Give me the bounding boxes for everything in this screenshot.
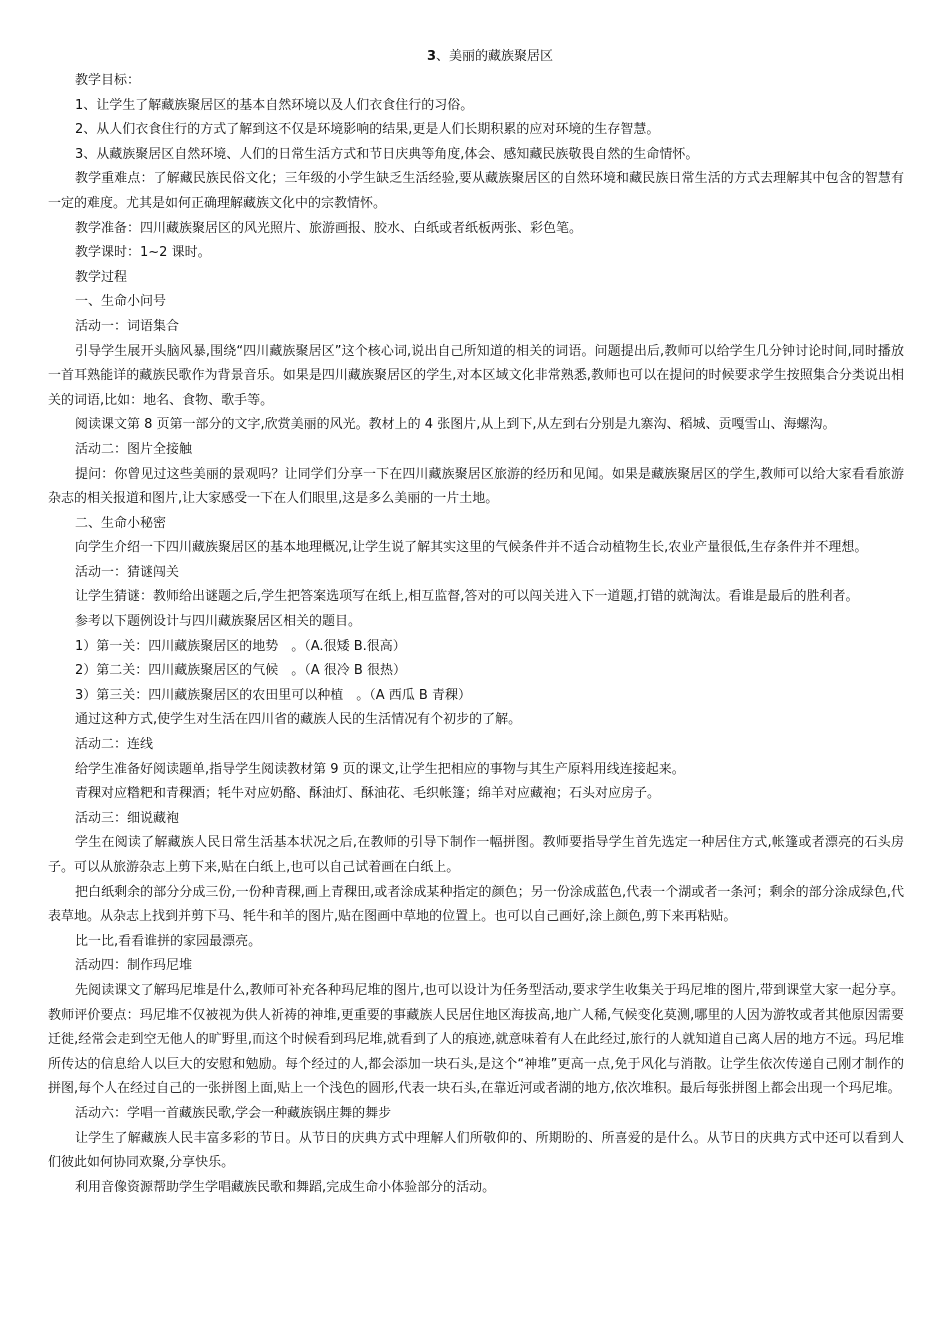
paragraph: 给学生准备好阅读题单,指导学生阅读教材第 9 页的课文,让学生把相应的事物与其生产原料用线连接起来。	[75, 761, 685, 777]
paragraph: 提问：你曾见过这些美丽的景观吗？让同学们分享一下在四川藏族聚居区旅游的经历和见闻。如果是藏族聚居区的学生,教师可以给大家看看旅游杂志的相关报道和图片,让大家感受一下在人们眼里,这是多么美丽的一片土地。	[48, 466, 904, 507]
document-body	[48, 69, 904, 1200]
paragraph: 活动三：细说藏袍	[75, 810, 180, 826]
paragraph: 先阅读课文了解玛尼堆是什么,教师可补充各种玛尼堆的图片,也可以设计为任务型活动,要求学生收集关于玛尼堆的图片,带到课堂大家一起分享。教师评价要点：玛尼堆不仅被视为供人祈祷的神堆,更重要的事藏族人民居住地区海拔高,地广人稀,气候变化莫测,哪里的人因为游牧或者其他原因需要迁徙,经常会走到空无他人的旷野里,而这个时候看到玛尼堆,就看到了人的痕迹,就意味着有人在此经过,旅行的人就知道自己离人居的地方不远。玛尼堆所传达的信息给人以巨大的安慰和勉励。每个经过的人,都会添加一块石头,是这个“神堆”更高一点,免于风化与消散。让学生依次传递自己刚才制作的拼图,每个人在经过自己的一张拼图上面,贴上一个浅色的圆形,代表一块石头,在靠近河或者湖的地方,依次堆积。最后每张拼图上都会出现一个玛尼堆。	[48, 982, 904, 1097]
document-page	[48, 44, 904, 1200]
paragraph: 一、生命小问号	[75, 294, 167, 310]
paragraph: 教学准备：四川藏族聚居区的风光照片、旅游画报、胶水、白纸或者纸板两张、彩色笔。	[75, 220, 583, 236]
document-title	[48, 44, 904, 69]
paragraph: 活动二：图片全接触	[75, 441, 193, 457]
paragraph: 利用音像资源帮助学生学唱藏族民歌和舞蹈,完成生命小体验部分的活动。	[75, 1179, 496, 1195]
paragraph: 活动四：制作玛尼堆	[75, 958, 193, 974]
paragraph: 活动一：词语集合	[75, 318, 180, 334]
title-number: 3	[426, 49, 437, 64]
paragraph: 学生在阅读了解藏族人民日常生活基本状况之后,在教师的引导下制作一幅拼图。教师要指导学生首先选定一种居住方式,帐篷或者漂亮的石头房子。可以从旅游杂志上剪下来,贴在白纸上,也可以自己试着画在白纸上。	[48, 835, 904, 875]
paragraph: 教学目标：	[75, 73, 141, 88]
title-text: 、美丽的藏族聚居区	[436, 49, 554, 64]
paragraph: 1、让学生了解藏族聚居区的基本自然环境以及人们衣食住行的习俗。	[75, 97, 474, 113]
paragraph: 活动一：猜谜闯关	[75, 564, 180, 580]
paragraph: 向学生介绍一下四川藏族聚居区的基本地理概况,让学生说了解其实这里的气候条件并不适合动植物生长,农业产量很低,生存条件并不理想。	[75, 540, 868, 556]
paragraph: 活动六：学唱一首藏族民歌,学会一种藏族锅庄舞的舞步	[75, 1105, 392, 1121]
paragraph: 比一比,看看谁拼的家园最漂亮。	[75, 933, 262, 949]
paragraph: 通过这种方式,使学生对生活在四川省的藏族人民的生活情况有个初步的了解。	[75, 712, 522, 728]
paragraph: 阅读课文第 8 页第一部分的文字,欣赏美丽的风光。教材上的 4 张图片,从上到下,从左到右分别是九寨沟、稻城、贡嘎雪山、海螺沟。	[75, 417, 836, 433]
paragraph: 1）第一关：四川藏族聚居区的地势 。（A.很矮 B.很高）	[75, 638, 406, 654]
paragraph: 教学课时：1~2 课时。	[75, 245, 211, 261]
paragraph: 教学重难点：了解藏民族民俗文化；三年级的小学生缺乏生活经验,要从藏族聚居区的自然环境和藏民族日常生活的方式去理解其中包含的智慧有一定的难度。尤其是如何正确理解藏族文化中的宗教情怀。	[48, 171, 904, 211]
paragraph: 二、生命小秘密	[75, 515, 167, 531]
paragraph: 让学生了解藏族人民丰富多彩的节日。从节日的庆典方式中理解人们所敬仰的、所期盼的、所喜爱的是什么。从节日的庆典方式中还可以看到人们彼此如何协同欢聚,分享快乐。	[48, 1130, 904, 1171]
paragraph: 2）第二关：四川藏族聚居区的气候 。（A 很冷 B 很热）	[75, 663, 406, 679]
paragraph: 参考以下题例设计与四川藏族聚居区相关的题目。	[75, 614, 362, 630]
paragraph: 把白纸剩余的部分分成三份,一份种青稞,画上青稞田,或者涂成某种指定的颜色；另一份涂成蓝色,代表一个湖或者一条河；剩余的部分涂成绿色,代表草地。从杂志上找到并剪下马、牦牛和羊的图片,贴在图画中草地的位置上。也可以自己画好,涂上颜色,剪下来再粘贴。	[48, 884, 904, 925]
paragraph: 2、从人们衣食住行的方式了解到这不仅是环境影响的结果,更是人们长期积累的应对环境的生存智慧。	[75, 122, 660, 138]
paragraph: 活动二：连线	[75, 737, 154, 753]
paragraph: 青稞对应糌粑和青稞酒；牦牛对应奶酪、酥油灯、酥油花、毛织帐篷；绵羊对应藏袍；石头对应房子。	[75, 786, 661, 802]
paragraph: 3、从藏族聚居区自然环境、人们的日常生活方式和节日庆典等角度,体会、感知藏民族敬畏自然的生命情怀。	[75, 146, 699, 162]
paragraph: 3）第三关：四川藏族聚居区的农田里可以种植 。（A 西瓜 B 青稞）	[75, 687, 471, 703]
paragraph: 教学过程	[75, 269, 128, 285]
paragraph: 让学生猜谜：教师给出谜题之后,学生把答案选项写在纸上,相互监督,答对的可以闯关进入下一道题,打错的就淘汰。看谁是最后的胜利者。	[75, 589, 859, 605]
paragraph: 引导学生展开头脑风暴,围绕“四川藏族聚居区”这个核心词,说出自己所知道的相关的词语。问题提出后,教师可以给学生几分钟讨论时间,同时播放一首耳熟能详的藏族民歌作为背景音乐。如果是四川藏族聚居区的学生,对本区域文化非常熟悉,教师也可以在提问的时候要求学生按照集合分类说出相关的词语,比如：地名、食物、歌手等。	[48, 343, 904, 408]
